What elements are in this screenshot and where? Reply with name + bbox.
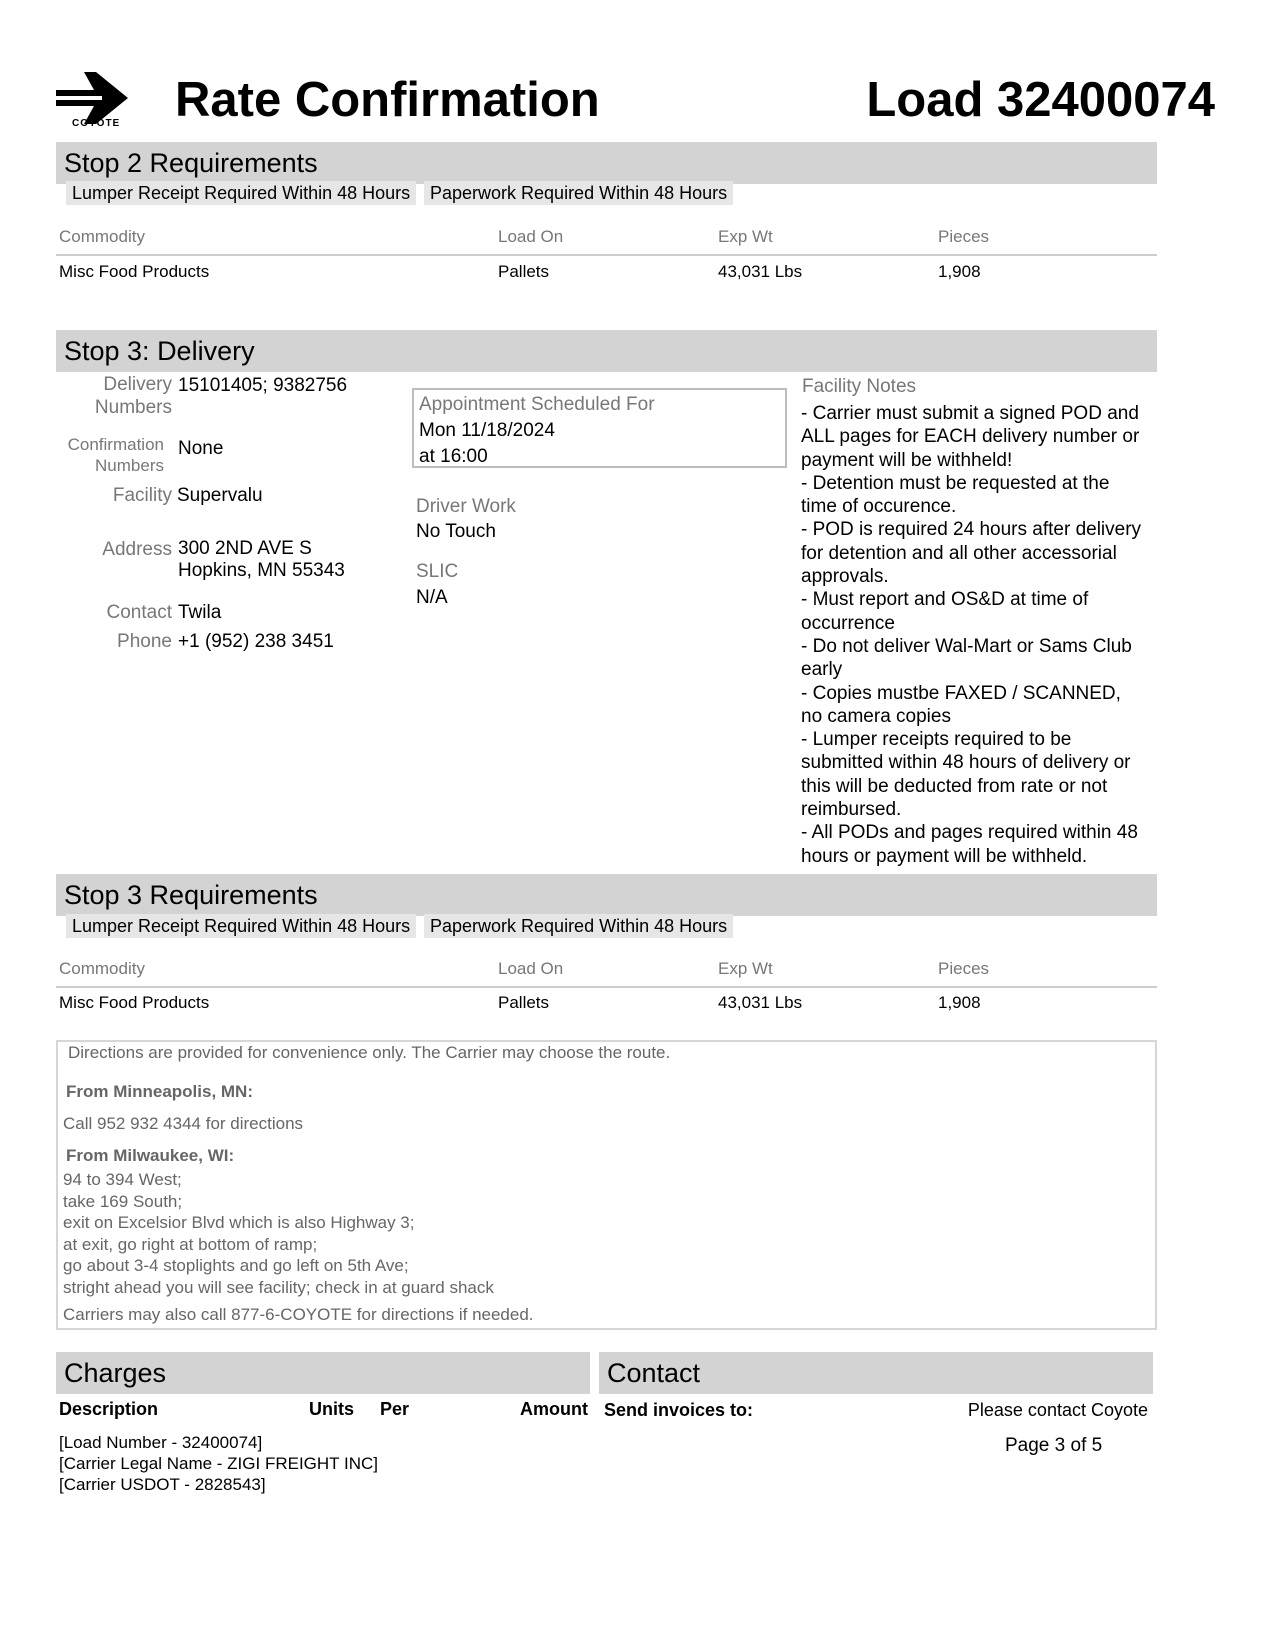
- delivery-numbers-value: 15101405; 9382756: [178, 375, 348, 396]
- stop3-lumper-tag: Lumper Receipt Required Within 48 Hours: [66, 914, 416, 938]
- facility-note-line: - POD is required 24 hours after delivery: [801, 519, 1142, 541]
- appointment-time: at 16:00: [419, 446, 488, 467]
- direction-step: at exit, go right at bottom of ramp;: [63, 1234, 318, 1254]
- facility-value: Supervalu: [177, 485, 263, 506]
- facility-note-line: - Detention must be requested at the: [801, 472, 1110, 494]
- charges-col-units: Units: [309, 1399, 354, 1419]
- facility-note-line: time of occurence.: [801, 496, 957, 518]
- page-number: Page 3 of 5: [1005, 1435, 1103, 1456]
- facility-note-line: hours or payment will be withheld.: [801, 845, 1088, 867]
- facility-note-line: submitted within 48 hours of delivery or: [801, 752, 1131, 774]
- facility-note-line: for detention and all other accessorial: [801, 542, 1117, 564]
- slic-label: SLIC: [416, 561, 459, 582]
- direction-step: take 169 South;: [63, 1191, 183, 1211]
- facility-note-line: no camera copies: [801, 705, 951, 727]
- stop3-commodity-cell: Misc Food Products: [59, 993, 210, 1012]
- stop3-pieces-cell: 1,908: [938, 993, 981, 1012]
- stop3-exp-wt-cell: 43,031 Lbs: [718, 993, 803, 1012]
- document-title: Rate Confirmation: [175, 73, 600, 127]
- delivery-numbers-label-line1: Delivery: [103, 374, 172, 395]
- contact-label: Contact: [106, 602, 172, 623]
- charges-col-per: Per: [380, 1399, 410, 1419]
- facility-note-line: ALL pages for EACH delivery number or: [801, 426, 1140, 448]
- stop2-paperwork-tag: Paperwork Required Within 48 Hours: [424, 181, 733, 205]
- driver-work-label: Driver Work: [416, 496, 516, 517]
- direction-step: exit on Excelsior Blvd which is also Highway 3;: [63, 1213, 415, 1232]
- confirmation-numbers-label-line1: Confirmation: [67, 435, 164, 454]
- directions-from1-text: Call 952 932 4344 for directions: [63, 1114, 304, 1133]
- facility-note-line: - Must report and OS&D at time of: [801, 589, 1089, 611]
- directions-from2-steps: [63, 1169, 494, 1298]
- stop2-lumper-tag: Lumper Receipt Required Within 48 Hours: [66, 181, 416, 205]
- confirmation-numbers-label-line2: Numbers: [95, 456, 164, 475]
- charges-col-description: Description: [59, 1399, 159, 1419]
- stop2-exp-wt-cell: 43,031 Lbs: [718, 262, 803, 281]
- charge-line: [Carrier USDOT - 2828543]: [59, 1475, 266, 1494]
- stop2-col-exp-wt: Exp Wt: [718, 227, 773, 246]
- stop2-load-on-cell: Pallets: [498, 262, 550, 281]
- delivery-numbers-label-line2: Numbers: [94, 397, 172, 418]
- appointment-date: Mon 11/18/2024: [419, 420, 555, 441]
- address-label: Address: [102, 539, 172, 560]
- address-line2: Hopkins, MN 55343: [178, 560, 345, 581]
- confirmation-numbers-value: None: [178, 438, 224, 459]
- coyote-logo: [56, 72, 136, 134]
- direction-step: 94 to 394 West;: [63, 1170, 182, 1189]
- confirmation-numbers-label: [50, 434, 164, 476]
- charges-header: Charges: [56, 1352, 590, 1394]
- facility-notes-list: [801, 402, 1161, 868]
- facility-label: Facility: [112, 485, 172, 506]
- directions-disclaimer: Directions are provided for convenience only. The Carrier may choose the route.: [68, 1043, 671, 1062]
- contact-value: Twila: [178, 602, 222, 623]
- facility-note-line: occurrence: [801, 612, 895, 634]
- direction-step: stright ahead you will see facility; check in at guard shack: [63, 1277, 494, 1297]
- facility-note-line: - Lumper receipts required to be: [801, 729, 1072, 751]
- directions-from1-heading: From Minneapolis, MN:: [66, 1082, 253, 1101]
- charge-line: [Load Number - 32400074]: [59, 1433, 263, 1452]
- send-invoices-label: Send invoices to:: [604, 1400, 754, 1420]
- facility-note-line: this will be deducted from rate or not: [801, 775, 1108, 797]
- stop3-delivery-header: Stop 3: Delivery: [56, 330, 1157, 372]
- address-line1: 300 2ND AVE S: [178, 538, 312, 559]
- stop2-col-load-on: Load On: [498, 227, 564, 246]
- stop2-commodity-cell: Misc Food Products: [59, 262, 210, 281]
- directions-footer: Carriers may also call 877-6-COYOTE for directions if needed.: [63, 1305, 534, 1324]
- appointment-label: Appointment Scheduled For: [419, 394, 655, 415]
- stop2-col-pieces: Pieces: [938, 227, 990, 246]
- driver-work-value: No Touch: [416, 521, 496, 542]
- phone-value[interactable]: +1 (952) 238 3451: [178, 631, 334, 652]
- load-number-title: Load 32400074: [866, 73, 1215, 127]
- stop3-table-divider: [56, 986, 1157, 988]
- stop3-col-load-on: Load On: [498, 959, 564, 978]
- stop3-requirements-header: Stop 3 Requirements: [56, 874, 1157, 916]
- logo-wordmark: COYOTE: [72, 118, 121, 129]
- stop3-col-commodity: Commodity: [59, 959, 145, 978]
- facility-note-line: early: [801, 659, 843, 681]
- facility-note-line: - All PODs and pages required within 48: [801, 822, 1138, 844]
- facility-note-line: - Do not deliver Wal-Mart or Sams Club: [801, 635, 1132, 657]
- facility-note-line: approvals.: [801, 566, 889, 588]
- stop2-table-divider: [56, 254, 1157, 256]
- stop2-pieces-cell: 1,908: [938, 262, 981, 281]
- facility-note-line: reimbursed.: [801, 799, 902, 821]
- stop3-col-exp-wt: Exp Wt: [718, 959, 773, 978]
- directions-from2-heading: From Milwaukee, WI:: [66, 1146, 235, 1165]
- facility-notes-label: Facility Notes: [802, 376, 917, 397]
- contact-header: Contact: [599, 1352, 1153, 1394]
- facility-note-line: payment will be withheld!: [801, 449, 1013, 471]
- direction-step: go about 3-4 stoplights and go left on 5th Ave;: [63, 1256, 409, 1275]
- charge-line: [Carrier Legal Name - ZIGI FREIGHT INC]: [59, 1454, 378, 1473]
- charges-description-lines: [59, 1432, 378, 1495]
- stop3-col-pieces: Pieces: [938, 959, 990, 978]
- charges-col-amount: Amount: [520, 1399, 588, 1419]
- slic-value: N/A: [416, 587, 448, 608]
- facility-note-line: - Copies mustbe FAXED / SCANNED,: [801, 682, 1121, 704]
- stop2-col-commodity: Commodity: [59, 227, 145, 246]
- facility-note-line: - Carrier must submit a signed POD and: [801, 403, 1139, 424]
- send-invoices-value: Please contact Coyote: [967, 1400, 1148, 1420]
- stop3-paperwork-tag: Paperwork Required Within 48 Hours: [424, 914, 733, 938]
- phone-label: Phone: [117, 631, 172, 652]
- delivery-numbers-label: [60, 373, 172, 419]
- stop3-load-on-cell: Pallets: [498, 993, 550, 1012]
- stop2-requirements-header: Stop 2 Requirements: [56, 142, 1157, 184]
